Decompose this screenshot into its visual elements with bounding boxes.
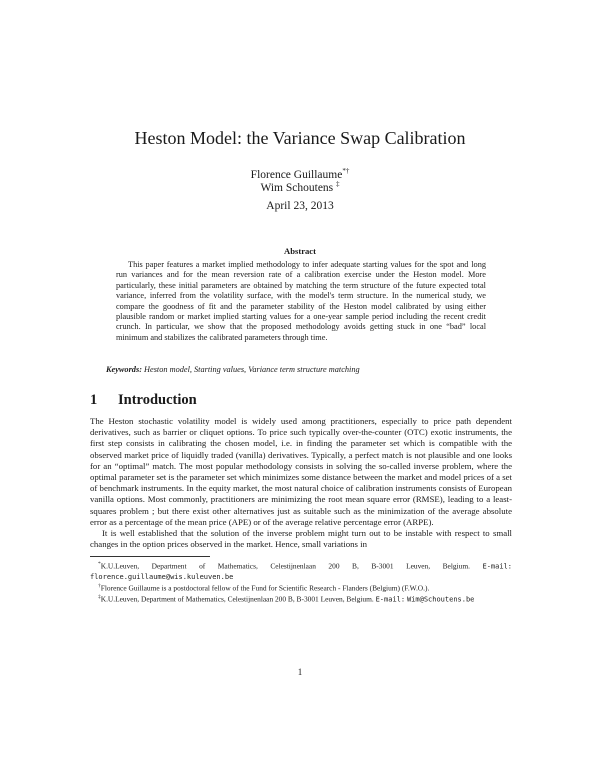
page-number: 1 (297, 667, 303, 677)
footnote-text: Florence Guillaume is a postdoctoral fellow of the Fund for Scientific Research - Flanders (Belgium) (F.W.O.). (100, 583, 430, 593)
footnote-3 (90, 593, 512, 605)
keywords (106, 365, 496, 374)
footnote-1 (90, 560, 512, 582)
paper-title: Heston Model: the Variance Swap Calibration (134, 128, 466, 148)
author-1 (0, 167, 600, 181)
section-title: Introduction (118, 392, 197, 408)
section-heading (90, 392, 197, 409)
author-name: Wim Schoutens (260, 181, 334, 194)
section-number: 1 (90, 392, 98, 408)
email-label: E-mail: (482, 562, 512, 571)
abstract-heading: Abstract (284, 246, 316, 256)
footnote-mark: * (98, 561, 101, 567)
author-name: Florence Guillaume (250, 168, 343, 181)
footnote-text: K.U.Leuven, Department of Mathematics, Celestijnenlaan 200 B, B-3001 Leuven, Belgium. (100, 594, 374, 604)
keywords-text: Heston model, Starting values, Variance term structure matching (144, 365, 360, 374)
footnotes (90, 560, 512, 604)
author-2 (0, 180, 600, 194)
email-link[interactable]: florence.guillaume@wis.kuleuven.be (90, 572, 234, 581)
email-link[interactable]: Wim@Schoutens.be (406, 595, 475, 604)
paragraph: The Heston stochastic volatility model is widely used among practitioners, especially to price path dependent derivatives, such as barrier or cliquet options. To price such typically over-the-counter (OTC) exotic instruments, the first step consists in calibrating the chosen model, i.e. in finding the parameter set which is compatible with the observed market price of liquidly traded (vanilla) derivatives. Typically, a perfect match is not plausible and one looks for an “optimal” match. The most popular methodology consists in solving the so-called inverse problem, where the optimal parameter set is the parameter set which minimizes some distance between the market and model prices of a set of benchmark instruments. In the equity market, the most natural choice of calibration instruments consists of European vanilla options. Most commonly, practitioners are minimizing the root mean square error (RMSE), leading to a least-squares problem ; but there exist other alternatives just as suitable such as the minimization of the average absolute error as a percentage of the mean price (APE) or of the average relative percentage error (ARPE). (90, 416, 512, 527)
section-body (90, 416, 512, 550)
abstract-text: This paper features a market implied methodology to infer adequate starting values for the spot and long run variances and for the mean reversion rate of a calibration exercise under the Heston model. More particularly, these initial parameters are obtained by matching the term structure of the future expected total variance, inferred from the volatility surface, with the model's term structure. In the numerical study, we compare the goodness of fit and the parameter stability of the Heston model calibrated by using either plausible random or market implied starting values for a one-year sample period including the recent credit crunch. In particular, we show that the proposed methodology avoids getting stuck in one “bad” local minimum and stabilizes the calibrated parameters through time. (116, 260, 486, 342)
author-marks: ‡ (336, 180, 340, 188)
paper-date: April 23, 2013 (266, 200, 334, 212)
keywords-label: Keywords: (106, 365, 142, 374)
footnote-divider (90, 556, 210, 557)
paragraph: It is well established that the solution of the inverse problem might turn out to be instable with respect to small changes in the option prices observed in the market. Hence, small variations in (90, 528, 512, 550)
author-marks: *† (342, 167, 350, 175)
email-label: E-mail: (375, 595, 406, 604)
footnote-mark: † (98, 582, 101, 589)
footnote-text: K.U.Leuven, Department of Mathematics, Celestijnenlaan 200 B, B-3001 Leuven, Belgium. (100, 561, 470, 571)
footnote-2 (90, 582, 512, 593)
footnote-mark: ‡ (98, 593, 101, 600)
